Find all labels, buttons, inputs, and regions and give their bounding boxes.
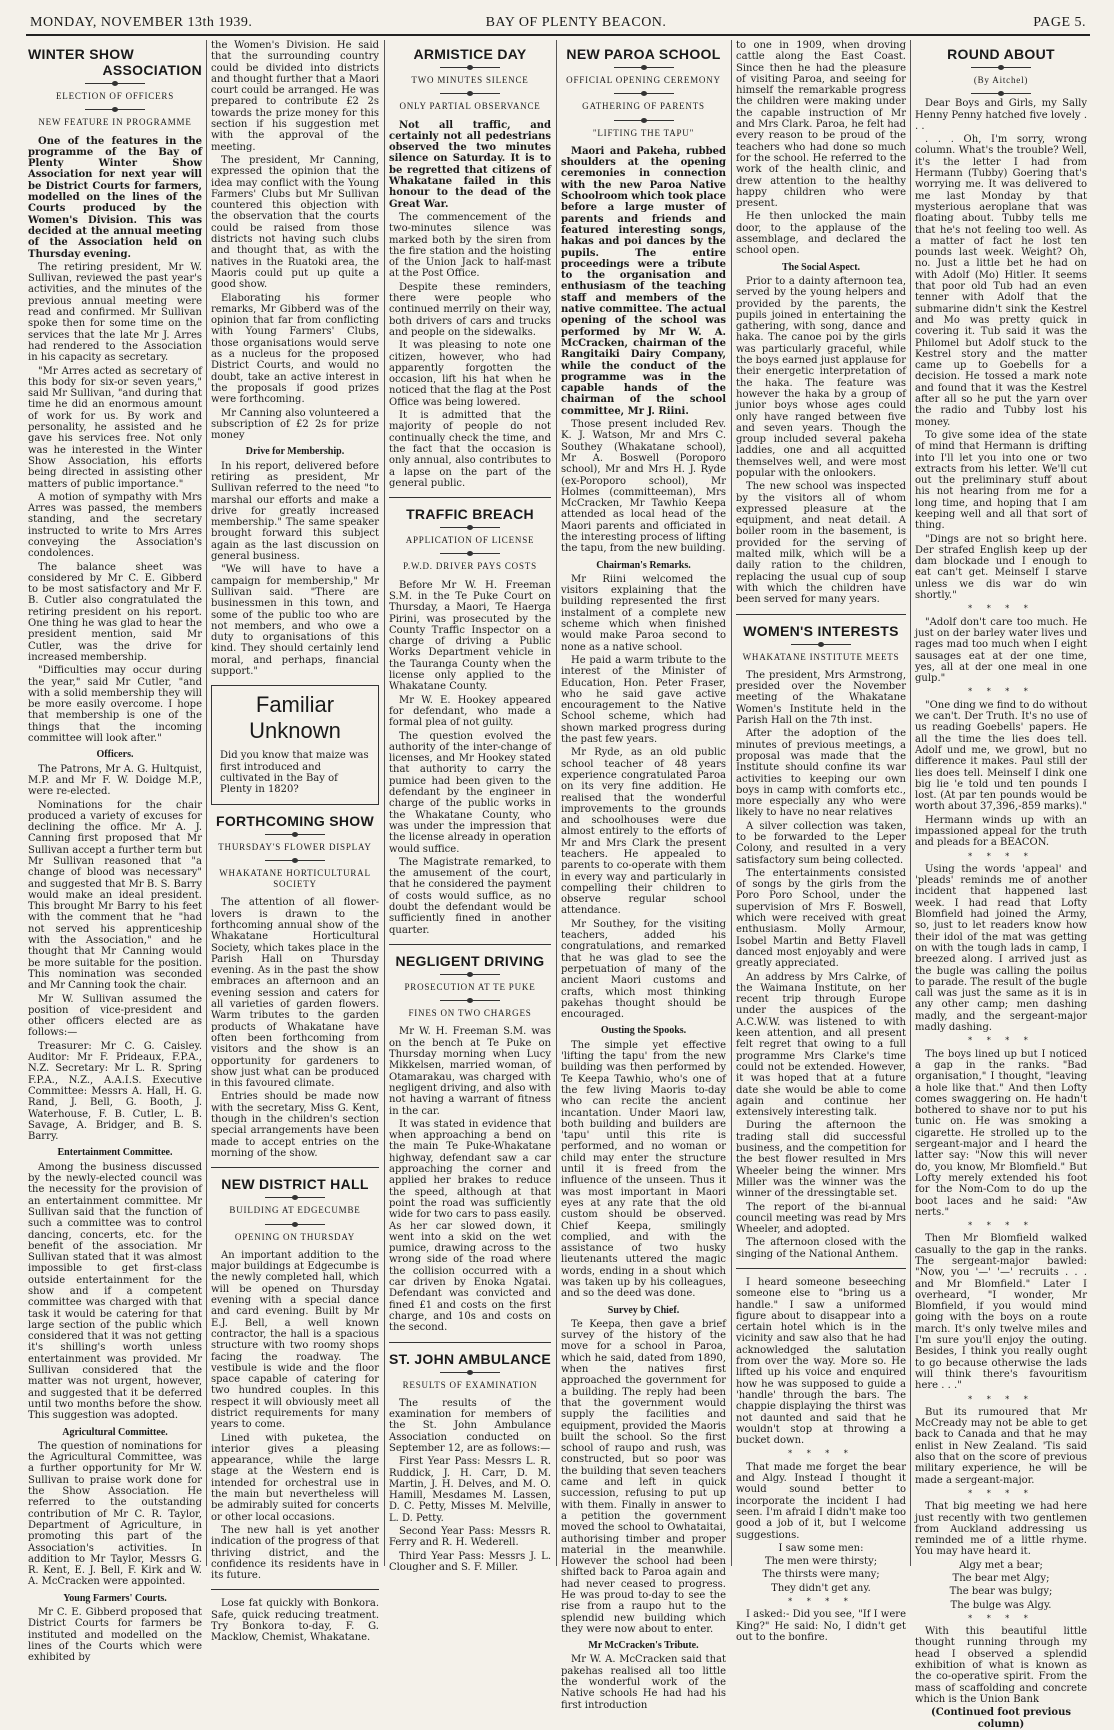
paragraph: An important addition to the major buildings at Edgecumbe is the newly completed hall, which will be opened on Thursday evening with a special dance and card evening. Built by Mr E.J. Bell, a well known contractor, the hall is a spacious structure with two roomy shops facing the roadway. The vestibule is wide and the floor space capable of catering for two hundred couples. In this respect it will obviously meet all district requirements for many years to come. bbox=[211, 1249, 379, 1431]
paragraph: The attention of all flower-lovers is drawn to the forthcoming annual show of the Whakatane Horticultural Society, which takes place in the Parish Hall on Thursday evening. As in the past the show embraces an afternoon and an evening session and caters for all varieties of garden flowers. Warm tributes to the garden products of Whakatane have often been forthcoming from visitors and the show is an opportunity for gardeners to show just what can be produced in this favoured climate. bbox=[211, 897, 379, 1090]
section-heading: Agricultural Committee. bbox=[62, 1426, 168, 1438]
verse-line: The thirsts were many; bbox=[762, 1569, 880, 1581]
subheading: ONLY PARTIAL OBSERVANCE bbox=[399, 101, 541, 112]
paragraph: With this beautiful little thought running through my head I observed a splendid exhibition of what is known as the co-operative spirit. From the mass of scaffolding and concrete which is the Union Bank bbox=[915, 1626, 1087, 1705]
paragraph: I asked:- Did you see, "If I were King?" He said: No, I didn't get out to the bonfire. bbox=[736, 1609, 906, 1643]
divider bbox=[614, 93, 674, 94]
headline-new-paroa-school: NEW PAROA SCHOOL bbox=[566, 46, 721, 62]
lead-paragraph: Not all traffic, and certainly not all pedestrians observed the two minutes silence on Saturday. It is to be regretted that citizens of Whakatane failed in this honour to the dead of the Great War. bbox=[389, 119, 551, 210]
section-heading: Ousting the Spooks. bbox=[600, 1025, 687, 1037]
paragraph: The new hall is yet another indication of the progress of that thriving district, and the confidence its residents have in its future. bbox=[211, 1524, 379, 1582]
paragraph: The question of nominations for the Agricultural Committee, was a further opportunity for Mr W. Sullivan to praise work done for the Show Association. He referred to the outstanding contribution of Mr C. R. Taylor, Department of Agriculture, in promoting this part of the Association's activities. In addition to Mr Taylor, Messrs G. R. Kent, E. J. Bell, F. Kirk and W. A. McCracken were appointed. bbox=[28, 1440, 202, 1588]
paragraph: The balance sheet was considered by Mr C. E. Gibberd to be most satisfactory and Mr F. B. Cutler also congratulated the retiring president on his report. One thing he was glad to hear the president mention, said Mr Cutler, was the drive for increased membership. bbox=[28, 561, 202, 663]
headline-association: ASSOCIATION bbox=[102, 62, 202, 78]
box-text: Did you know that maize was first introduced and cultivated in the Bay of Plenty in 1820? bbox=[220, 750, 369, 796]
divider bbox=[85, 109, 145, 110]
column-4 bbox=[561, 40, 726, 1711]
verse-line: The men were thirsty; bbox=[764, 1556, 878, 1568]
rule bbox=[389, 1342, 551, 1343]
paragraph: Mr W. A. McCracken said that pakehas realised all too little the wonderful work of the Native schools He had had his first introduction bbox=[561, 1654, 726, 1711]
paragraph: Elaborating his former remarks, Mr Gibberd was of the opinion that far from conflicting with Young Farmers' Clubs, those organisations would serve as a nucleus for the proposed District Courts, and would no doubt, take an active interest in the proposals if good prizes were forthcoming. bbox=[211, 292, 379, 406]
paragraph: Mr Riini welcomed the visitors explaining that the building represented the first instalment of a complete new scheme which when finished would make Paroa second to none as a native school. bbox=[561, 573, 726, 653]
paragraph: The new school was inspected by the visitors all of whom expressed pleasure at the equipment, and neat detail. A boiler room in the basement, is provided for the serving of malted milk, which will be a daily ration to the children, replacing the usual cup of soup with which the children have been served for many years. bbox=[736, 481, 906, 606]
paragraph: Prior to a dainty afternoon tea, served by the young helpers and provided by the parents, the pupils joined in entertaining the gathering, with song, dance and haka. The canoe poi by the girls was particularly graceful, while the boys earned just applause for their energetic interpretation of the haka. The feature was however the haka by a group of junior boys whose ages could only have ranged between five and seven years. Though the group included several pakeha laddies, one and all acquitted themselves well, and were most popular with the onlookers. bbox=[736, 275, 906, 479]
subheading: FINES ON TWO CHARGES bbox=[408, 1008, 532, 1019]
rule bbox=[736, 1268, 906, 1269]
paragraph: Before Mr W. H. Freeman S.M. in the Te Puke Court on Thursday, a Maori, Te Haerga Pirini, was prosecuted by the County Traffic Inspector on a charge of driving a Public Works Department vehicle in the Tauranga County when the license only applied to the Whakatane County. bbox=[389, 579, 551, 693]
verse-line: The bulge was Algy. bbox=[950, 1599, 1052, 1611]
headline-winter-show: WINTER SHOW bbox=[28, 46, 134, 62]
paragraph: Lined with puketea, the interior gives a pleasing appearance, while the large stage at the Western end is intended for orchestral use in the main but nevertheless will be admirably suited for concerts or other local occasions. bbox=[211, 1432, 379, 1523]
divider bbox=[440, 974, 500, 975]
subheading: PROSECUTION AT TE PUKE bbox=[404, 981, 536, 992]
paragraph: Te Keepa, then gave a brief survey of the history of the move for a school in Paroa, which he said, dated from 1890, when the natives first approached the government for a building. The reply had been that the government would supply the facilities and equipment, provided the Maoris built the school. So the first school of raupo and rush, was constructed, but so poor was the building that seven teachers came and left in quick succession, refusing to put up with them. Finally in answer to a petition the government moved the school to Owhataitai, authorising timber and proper material in the meanwhile. However the school had been shifted back to Paroa again and had never ceased to progress. He was proud to-day to see the rise from a raupo hut to the splendid new building which they were now about to enter. bbox=[561, 1318, 726, 1635]
rule bbox=[211, 1167, 379, 1168]
paragraph: In his report, delivered before retiring as president, Mr Sullivan referred to the need "to marshal our efforts and make a drive for greatly increased membership." The same speaker brought forward this subject again as the last discussion on general business. bbox=[211, 460, 379, 563]
divider bbox=[440, 553, 500, 554]
asterism: * * * * bbox=[968, 1613, 1034, 1623]
subheading: NEW FEATURE IN PROGRAMME bbox=[38, 117, 192, 128]
box-title: Familiar Unknown bbox=[249, 692, 341, 744]
headline-st-john-ambulance: ST. JOHN AMBULANCE bbox=[389, 1350, 551, 1367]
divider bbox=[265, 1197, 325, 1198]
section-heading: Chairman's Remarks. bbox=[596, 559, 691, 571]
subheading: OPENING ON THURSDAY bbox=[234, 1231, 356, 1242]
divider bbox=[85, 83, 145, 84]
section-heading: The Social Aspect. bbox=[781, 261, 861, 273]
paragraph: "Adolf don't care too much. He just on der barley water lives und rages mad too much when I eight sausages eat at der one time, yes, all at der one meal in one gulp." bbox=[915, 616, 1087, 685]
divider bbox=[971, 93, 1031, 94]
divider bbox=[265, 834, 325, 835]
paragraph: Dear Boys and Girls, my Sally Henny Penny hatched five lovely . . . bbox=[915, 98, 1087, 132]
headline-negligent-driving: NEGLIGENT DRIVING bbox=[395, 952, 545, 969]
subheading: OFFICIAL OPENING CEREMONY bbox=[566, 75, 721, 85]
paragraph: After the adoption of the minutes of previous meetings, a proposal was made that the Institute should confine its war activities to keeping our own boys in camp with comforts etc., more especially any who were likely to have no near relatives bbox=[736, 728, 906, 819]
paragraph: The boys lined up but I noticed a gap in the ranks. "Bad organisation," I thought, "leaving a hole like that." And then Lofty comes swaggering on. He hadn't bothered to shave nor to put his tunic on. He was smoking a cigarette. He strolled up to the sergeant-major and I heard the latter say: "Now this will never do, you know, Mr Blomfield." But Lofty merely extended his foot for the Nom-Com to do up the boot laces and he said: "Aw nerts." bbox=[915, 1048, 1087, 1218]
headline-new-district-hall: NEW DISTRICT HALL bbox=[221, 1176, 369, 1193]
paragraph: But its rumoured that Mr McCready may not be able to get back to Canada and that he may enlist in New Zealand. 'Tis said also that on the score of previous military experience, he will be made a sergeant-major. bbox=[915, 1406, 1087, 1486]
paragraph: Hermann winds up with an impassioned appeal for the truth and pleads for a BEACON. bbox=[915, 814, 1087, 849]
headline-womens-interests: WOMEN'S INTERESTS bbox=[743, 622, 899, 639]
masthead bbox=[26, 12, 1090, 36]
paragraph: "Mr Arres acted as secretary of this body for six-or seven years," said Mr Sullivan, "and during that time he did an enormous amount of work for us. By work and personality, he assisted and he gave his services free. Not only was he interested in the Winter Show Association, his efforts being directed in assisting other matters of public importance." bbox=[28, 365, 202, 490]
paragraph: The Patrons, Mr A. G. Hultquist, M.P. and Mr F. W. Doidge M.P., were re-elected. bbox=[28, 763, 202, 798]
lead-paragraph: One of the features in the programme of the Bay of Plenty Winter Show Association for next year will be District Courts for farmers, modelled on the lines of the Courts produced by the Women's Division. This was decided at the annual meeting of the Association held on Thursday evening. bbox=[28, 135, 202, 260]
paragraph: Mr W. E. Hookey appeared for defendant, who made a formal plea of not guilty. bbox=[389, 694, 551, 729]
section-heading: Drive for Membership. bbox=[245, 446, 345, 458]
divider bbox=[440, 1372, 500, 1373]
paragraph: The simple yet effective 'lifting the tapu' from the new building was then performed by Te Keepa Tawhio, who's one of the few living Maoris to-day who can recite the ancient incantation. Under Maori law, both building and builders are 'tapu' until this rite is performed, and no woman or child may enter the structure until it is freed from the influence of the unseen. Thus it was most important in Maori eyes at any rate that the old custom should be observed. Chief Keepa, smilingly complied, and with the assistance of two husky lieutenants uttered the magic words, ending in a shout which was taken up by his colleagues, and so the deed was done. bbox=[561, 1039, 726, 1300]
paragraph: He paid a warm tribute to the interest of the Minister of Education, Hon. Peter Fraser, who he said gave active encouragement to the Native School scheme, which had shown marked progress during the past few years. bbox=[561, 654, 726, 746]
column-5 bbox=[736, 40, 906, 1643]
page-number: PAGE 5. bbox=[1033, 15, 1086, 30]
paragraph: Mr W. H. Freeman S.M. was on the bench at Te Puke on Thursday morning when Lucy Mikkelsen, married woman, of Otamarakau, was charged with negligent driving, and also with not having a warrant of fitness in the car. bbox=[389, 1026, 551, 1117]
paragraph: "Difficulties may occur during the year," said Mr Cutler, "and with a solid membership they will be more easily overcome. I hope that membership is one of the things that the incoming committee will look after." bbox=[28, 665, 202, 745]
paragraph: It was stated in evidence that when approaching a bend on the main Te Puke-Whakatane highway, defendant saw a car approaching the corner and applied her brakes to reduce the speed, although at that point the road was sufficiently wide for two cars to pass easily. As her car slowed down, it went into a skid on the wet pumice, drawing across to the wrong side of the road where the collision occurred with a car driven by Enoka Ngatai. Defendant was convicted and fined £1 and costs on the first charge, and 10s and costs on the second. bbox=[389, 1118, 551, 1334]
advertisement: Lose fat quickly with Bonkora. Safe, quick reducing treatment. Try Bonkora to-day, F. G. Macklow, Chemist, Whakatane. bbox=[211, 1598, 379, 1644]
subheading: WHAKATANE INSTITUTE MEETS bbox=[742, 651, 900, 662]
paragraph: "We will have to have a campaign for membership," Mr Sullivan said. "There are businessmen in this town, and some of the public too who are not members, and who owe a duty to organisations of this kind. They should certainly lend moral, and perhaps, financial support." bbox=[211, 564, 379, 678]
paragraph: "Dings are not so bright here. Der strafed English keep up der dam blockade und I enough to eat can't get. Meinself I starve unless we dis war do win shortly." bbox=[915, 533, 1087, 602]
paragraph: . . . Oh, I'm sorry, wrong column. What's the trouble? Well, it's the letter I had from Hermann (Tubby) Goering that's worrying me. It was delivered to me last Monday by that mysterious aeroplane that was floating about. Tubby tells me that he's not feeling too well. As a matter of fact he lost ten pounds last week. Weight? Oh, no. Just a little bet he had on with Adolf (Mo) Hitler. It seems that poor old Tub had an even tenner with Adolf that the submarine didn't sink the Kestrel and Mo was pretty quick in covering it. Tub said it was the Philomel but Adolf stuck to the Kestrel story and the matter came up to Goebells for a decision. He tossed a mark note and found that it was the Kestrel after all so he put the yarn over the radio and Tubby lost his money. bbox=[915, 134, 1087, 428]
subheading: BUILDING AT EDGECUMBE bbox=[229, 1205, 361, 1216]
paragraph: The afternoon closed with the singing of the National Anthem. bbox=[736, 1237, 906, 1260]
paragraph: Mr C. E. Gibberd proposed that District Courts for farmers be instituted and modelled on the lines of the Courts which were exhibited by bbox=[28, 1607, 202, 1664]
verse-line: The bear met Algy; bbox=[952, 1573, 1050, 1584]
asterism: * * * * bbox=[788, 1449, 854, 1459]
divider bbox=[440, 1000, 500, 1001]
paragraph: "One ding we find to do without we can't. Der Truth. It's no use of us reading Goebells' papers. He all the time the lies does tell. Adolf und me, we growl, but no difference it makes. Paul still der lies does tell. Meinself I dink one big lie 'e told und ten pounds I lost. (At par ten pounds would be worth about 37,396,-859 marks)." bbox=[915, 699, 1087, 813]
column-6 bbox=[915, 40, 1087, 1730]
divider bbox=[265, 1224, 325, 1225]
rule bbox=[736, 614, 906, 615]
paragraph: Entries should be made now with the secretary, Miss G. Kent, though in the children's section special arrangements have been made to accept entries on the morning of the show. bbox=[211, 1091, 379, 1159]
paragraph: It is admitted that the majority of people do not continually check the time, and the fact that the occasion is only annual, also contributes to a lapse on the part of the general public. bbox=[389, 410, 551, 489]
divider bbox=[440, 527, 500, 528]
column-rule bbox=[731, 40, 732, 1566]
paragraph: That big meeting we had here just recently with two gentlemen from Auckland addressing us reminded me of a little rhyme. You may have heard it. bbox=[915, 1501, 1087, 1558]
paragraph: A motion of sympathy with Mrs Arres was passed, the members standing, and the secretary instructed to write to Mrs Arres conveying the Association's condolences. bbox=[28, 491, 202, 560]
column-1 bbox=[28, 40, 202, 1664]
section-heading: Mr McCracken's Tribute. bbox=[588, 1640, 699, 1652]
lead-paragraph: Maori and Pakeha, rubbed shoulders at the opening ceremonies in connection with the new Paroa Native Schoolroom which took place before a large muster of parents and friends and featured interesting songs, hakas and poi dances by the pupils. The entire proceedings were a tribute to the organisation and enthusiasm of the teaching staff and members of the native committee. The actual opening of the school was performed by Mr W. A. McCracken, chairman of the Rangitaiki Dairy Company, while the conduct of the programme was in the capable hands of the chairman of the school committee, Mr J. Riini. bbox=[561, 145, 726, 417]
subheading: TWO MINUTES SILENCE bbox=[411, 75, 529, 85]
section-heading: Survey by Chief. bbox=[607, 1304, 680, 1316]
asterism: * * * * bbox=[968, 1036, 1034, 1046]
subheading: "LIFTING THE TAPU" bbox=[592, 127, 695, 138]
asterism: * * * * bbox=[968, 1488, 1034, 1498]
familiar-unknown-box bbox=[211, 685, 379, 804]
headline-round-about: ROUND ABOUT bbox=[947, 46, 1055, 62]
newspaper-title: BAY OF PLENTY BEACON. bbox=[485, 15, 667, 30]
paragraph: During the afternoon the trading stall did successful business, and the competition for the best flower resulted in Mrs Wheeler being the winner. Mrs Miller was the winner was the winner of the dressingtable set. bbox=[736, 1120, 906, 1200]
continuation-note: (Continued foot previous column) bbox=[931, 1707, 1071, 1730]
paragraph: The question evolved the authority of the inter-change of licenses, and Mr Hookey stated that authority to carry the pumice had been given to the defendant by the engineer in charge of the public works in the Whakatane County, who was under the impression that the license already in operation would suffice. bbox=[389, 730, 551, 855]
section-heading: Entertainment Committee. bbox=[57, 1147, 173, 1159]
paragraph: That made me forget the bear and Algy. Instead I thought it would sound better to incorporate the incident I had seen. I'm afraid I didn't make too good a job of it, but I welcome suggestions. bbox=[736, 1461, 906, 1541]
asterism: * * * * bbox=[968, 851, 1034, 861]
headline-forthcoming-show: FORTHCOMING SHOW bbox=[215, 812, 374, 829]
asterism: * * * * bbox=[968, 687, 1034, 697]
paragraph: I heard someone beseeching someone else to "bring us a handle." I saw a uniformed figure about to disappear into a certain hotel which is in the vicinity and saw also that he had acknowledged the salutation from over the way. More so. He lifted up his voice and enquired how he was supposed to guide a 'handle' through the bars. The chappie displaying the thirst was not daunted and said that he wouldn't stop at throwing a bucket down. bbox=[736, 1276, 906, 1447]
divider bbox=[971, 67, 1031, 68]
column-3 bbox=[389, 40, 551, 1573]
paragraph: The results of the examination for members of the St. John Ambulance Association conducted on September 12, are as follows:— bbox=[389, 1397, 551, 1454]
rule bbox=[211, 1589, 379, 1590]
subheading: RESULTS OF EXAMINATION bbox=[402, 1379, 538, 1390]
paragraph: The retiring president, Mr W. Sullivan, reviewed the past year's activities, and the minutes of the previous annual meeting were read and confirmed. Mr Sullivan spoke then for some time on the services that the late Mr J. Arres had rendered to the Association in his capacity as secretary. bbox=[28, 261, 202, 364]
subheading: P.W.D. DRIVER PAYS COSTS bbox=[403, 561, 537, 572]
rule bbox=[389, 944, 551, 945]
paragraph: Nominations for the chair produced a variety of excuses for declining the office. Mr A. J. Canning first proposed that Mr Sullivan accept a further term but Mr Sullivan reasoned that "a change of blood was necessary" and suggested that Mr B. S. Barry would make an ideal president. This brought Mr Barry to his feet with the comment that he "had not served his apprenticeship with the Association," and he thought that Mr Canning would be more suitable for the position. This nomination was seconded and Mr Canning took the chair. bbox=[28, 799, 202, 992]
section-heading: Officers. bbox=[96, 749, 134, 761]
paragraph: A silver collection was taken, to be forwarded to the Leper Colony, and resulted in a very satisfactory sum being collected. bbox=[736, 820, 906, 866]
headline-traffic-breach: TRAFFIC BREACH bbox=[406, 506, 534, 523]
verse-line: I saw some men: bbox=[778, 1542, 864, 1554]
verse-line: Algy met a bear; bbox=[959, 1559, 1043, 1571]
paragraph: An address by Mrs Calrke, of the Waimana Institute, on her recent trip through Europe under the auspices of the A.C.W.W. was listened to with keen attention, and all present felt regret that owing to a full programme Mrs Clarke's time could not be extended. However, it was hoped that at a future date she would be able to come again and continue her extensively interesting talk. bbox=[736, 971, 906, 1119]
verse-line: The bear was bulgy; bbox=[949, 1586, 1053, 1598]
headline-armistice-day: ARMISTICE DAY bbox=[413, 46, 527, 62]
column-rule bbox=[384, 40, 385, 1566]
divider bbox=[440, 67, 500, 68]
divider bbox=[791, 644, 851, 645]
paragraph: It was pleasing to note one citizen, however, who had apparently forgotten the occasion, lift his hat when he noticed that the flag at the Post Office was being lowered. bbox=[389, 340, 551, 408]
column-rule bbox=[910, 40, 911, 1566]
paragraph: Second Year Pass: Messrs R. Ferry and R. H. Wederell. bbox=[389, 1526, 551, 1549]
paragraph: Among the business discussed by the newly-elected council was the necessity for the provision of an entertainment committee. Mr Sullivan said that the function of such a committee was to control dancing, concerts, etc. for the benefit of the association. Mr Sullivan stated that it was almost impossible to get first-class outside entertainment for the show and if a competent committee was charged with that task it would be catering for that large section of the public which considered that it was not getting it's shilling's worth unless entertainment was provided. Mr Sullivan considered that the matter was not urgent, however, and suggested that it be deferred until two months before the show. This suggestion was adopted. bbox=[28, 1161, 202, 1422]
paragraph: The president, Mrs Armstrong, presided over the November meeting of the Whakatane Women's Institute held in the Parish Hall on the 7th inst. bbox=[736, 669, 906, 727]
paragraph: Mr Southey, for the visiting teachers, added his congratulations, and remarked that he was glad to see the perpetuation of many of the ancient Maori customs and crafts, which most thinking pakehas thought should be encouraged. bbox=[561, 918, 726, 1021]
paragraph: He then unlocked the main door, to the applause of the assemblage, and declared the school open. bbox=[736, 211, 906, 257]
paragraph: Then Mr Blomfield walked casually to the gap in the ranks. The sergeant-major bawled: "Now, you '—' '—' recruits . . . and Mr Blomfield." Later I overheard, "I wonder, Mr Blomfield, if you would mind going with the boys on a route march. It's only twelve miles and I'm sure you'll enjoy the outing. Besides, I think you really ought to go because otherwise the lads will think there's favouritism here . . ." bbox=[915, 1233, 1087, 1392]
asterism: * * * * bbox=[788, 1597, 854, 1606]
paragraph: The commencement of the two-minutes silence was marked both by the siren from the fire station and the hoisting of the Union Jack to half-mast at the Post Office. bbox=[389, 211, 551, 280]
subheading: ELECTION OF OFFICERS bbox=[55, 91, 174, 101]
column-rule bbox=[556, 40, 557, 1566]
divider bbox=[265, 860, 325, 861]
paragraph: The report of the bi-annual council meeting was read by Mrs Wheeler, and adopted. bbox=[736, 1201, 906, 1236]
divider bbox=[614, 120, 674, 121]
paragraph: The president, Mr Canning, expressed the opinion that the idea may conflict with the Young Farmers' Clubs but Mr Sullivan countered this objection with the observation that the courts could be raised from those districts not having such clubs and thought that, as with the natives in the Ruatoki area, the Maoris could put up quite a good show. bbox=[211, 154, 379, 291]
paragraph: Treasurer: Mr C. G. Caisley. Auditor: Mr F. Prideaux, F.P.A., N.Z. Secretary: Mr L. R. Spring F.P.A., N.Z., A.A.I.S. Executive Committee: Messrs A. Hall, H. G. Rand, J. Bell, G. Booth, J. Waterhouse, F. B. Cutler, L. B. Savage, A. Bridger, and B. S. Barry. bbox=[28, 1040, 202, 1143]
paragraph: Despite these reminders, there were people who continued merrily on their way, both drivers of cars and trucks and people on the sidewalks. bbox=[389, 281, 551, 338]
section-heading: Young Farmers' Courts. bbox=[63, 1592, 167, 1604]
issue-date: MONDAY, NOVEMBER 13th 1939. bbox=[30, 15, 253, 30]
subheading: APPLICATION OF LICENSE bbox=[405, 535, 535, 546]
paragraph: The Magistrate remarked, to the amusement of the court, that he considered the payment of costs would suffice, as no doubt the defendant would be sufficiently fined in another quarter. bbox=[389, 856, 551, 936]
paragraph: First Year Pass: Messrs L. R. Ruddick, J. H. Carr, D. M. Martin, J. H. Delves, and M. O. Hamill, Mesdames M. Lassen, D. C. Petty, Misses M. Melville, L. D. Petty. bbox=[389, 1456, 551, 1524]
paragraph: The entertainments consisted of songs by the girls from the Poro Poro School, under the supervision of Mrs F. Boswell, which were received with great enthusiasm. Molly Armour, Isobel Martin and Betty Flavell danced most enjoyably and were greatly appreciated. bbox=[736, 867, 906, 970]
paragraph: Mr W. Sullivan assumed the position of vice-president and other officers elected are as follows:— bbox=[28, 993, 202, 1039]
paragraph: to one in 1909, when droving cattle along the East Coast. Since then he had the pleasure of visiting Paroa, and seeing for himself the remarkable progress the children were making under the capable instruction of Mr and Mrs Clark. Paroa, he felt had every reason to be proud of the teachers who had done so much for the school. He referred to the work of the health clinic, and drew attention to the healthy happy children who were present. bbox=[736, 40, 906, 210]
asterism: * * * * bbox=[968, 1221, 1034, 1231]
divider bbox=[440, 93, 500, 94]
subheading: WHAKATANE HORTICULTURAL SOCIETY bbox=[219, 867, 371, 890]
rule bbox=[389, 497, 551, 498]
column-2 bbox=[211, 40, 379, 1644]
paragraph: Mr Canning also volunteered a subscription of £2 2s for prize money bbox=[211, 407, 379, 442]
paragraph: Using the words 'appeal' and 'pleads' reminds me of another incident that happened last week. I had read that Lofty Blomfield had joined the Army, so, just to let readers know how their idol of the mat was getting on with the tough lads in camp, I breezed along. I arrived just as the bugle was calling the poilus to parade. The result of the bugle call was just the same as it is in any other camp; men dashing madly, and the sergeant-major madly dashing. bbox=[915, 863, 1087, 1034]
paragraph: Third Year Pass: Messrs J. L. Clougher and S. F. Miller. bbox=[389, 1550, 551, 1573]
byline: (By Aitchel) bbox=[973, 75, 1029, 85]
asterism: * * * * bbox=[968, 1394, 1034, 1404]
column-rule bbox=[206, 40, 207, 1566]
divider bbox=[614, 67, 674, 68]
subheading: THURSDAY'S FLOWER DISPLAY bbox=[218, 841, 372, 852]
paragraph: Those present included Rev. K. J. Watson, Mr and Mrs C. Southey (Whakatane school), Mr A. Boswell (Poroporo school), Mr and Mrs H. J. Ryde (ex-Poroporo school), Mr Holmes (committeeman), Mrs McCracken, Mr Tawhio Keepa attended as local head of the Maori parents and officiated in the interesting process of lifting the tapu, from the new building. bbox=[561, 419, 726, 555]
verse-line: They didn't get any. bbox=[771, 1582, 871, 1594]
asterism: * * * * bbox=[968, 604, 1034, 614]
paragraph: To give some idea of the state of mind that Hermann is drifting into I'll let you into one or two extracts from his letter. We'll cut out the preliminary stuff about his not hearing from me for a long time, and hoping that I am keeping well and all that sort of thing. bbox=[915, 429, 1087, 532]
paragraph: Mr Ryde, as an old public school teacher of 48 years experience congratulated Paroa on its very fine addition. He realised that the wonderful improvements to the grounds and schoolhouses were due almost entirely to the efforts of Mr and Mrs Clark the present teachers. He appealed to parents to co-operate with them in every way and particularly in compelling their children to observe regular school attendance. bbox=[561, 747, 726, 917]
paragraph: the Women's Division. He said that the surrounding country could be divided into districts and thought further that a Maori court could be arranged. He was prepared to contribute £2 2s towards the prize money for this section if his suggestion met with the approval of the meeting. bbox=[211, 40, 379, 153]
subheading: GATHERING OF PARENTS bbox=[582, 101, 705, 112]
